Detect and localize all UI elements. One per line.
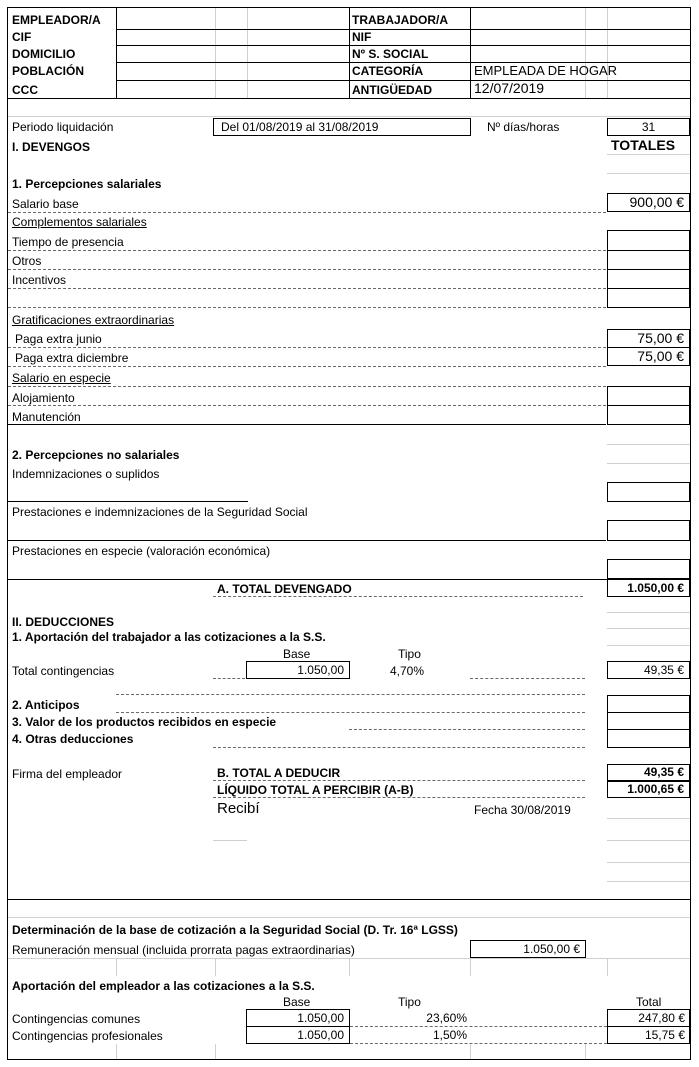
paga-junio-value: 75,00 € <box>607 329 690 348</box>
empleador-base-header: Base <box>283 995 311 1009</box>
comunes-total: 247,80 € <box>638 1011 685 1025</box>
devengos-title: I. DEVENGOS <box>12 140 91 154</box>
antiguedad-value: 12/07/2019 <box>474 80 545 96</box>
indemnizaciones-label: Indemnizaciones o suplidos <box>12 467 160 481</box>
deducciones-title: II. DEDUCCIONES <box>12 615 115 629</box>
prestaciones-ss-label: Prestaciones e indemnizaciones de la Seguridad Social <box>12 505 308 519</box>
header-divider <box>349 8 350 98</box>
contingencias-base: 1.050,00 <box>246 661 350 679</box>
remuneracion-label: Remuneración mensual (incluida prorrata pagas extraordinarias) <box>12 943 355 957</box>
especie-label: Salario en especie <box>12 371 111 385</box>
poblacion-label: POBLACIÓN <box>12 64 84 78</box>
comunes-base: 1.050,00 <box>297 1011 344 1025</box>
paga-diciembre-label: Paga extra diciembre <box>15 351 129 365</box>
nif-label: NIF <box>352 30 372 44</box>
comunes-label: Contingencias comunes <box>12 1012 141 1026</box>
nss-label: Nº S. SOCIAL <box>352 47 429 61</box>
deducciones-box <box>607 695 690 748</box>
recibi-label: Recibí <box>217 800 260 817</box>
paga-diciembre-value: 75,00 € <box>607 347 690 366</box>
ccc-label: CCC <box>12 83 38 97</box>
indemnizaciones-box <box>607 482 690 502</box>
paga-junio-label: Paga extra junio <box>15 332 102 346</box>
complementos-label: Complementos salariales <box>12 215 147 229</box>
alojamiento-label: Alojamiento <box>12 391 75 405</box>
prestaciones-ss-box <box>607 520 690 541</box>
empleador-total-header: Total <box>636 995 662 1009</box>
remuneracion-value: 1.050,00 € <box>470 940 586 958</box>
header-divider <box>116 8 117 98</box>
liquido-label: LÍQUIDO TOTAL A PERCIBIR (A-B) <box>217 783 414 797</box>
header-divider <box>470 8 471 98</box>
base-cotizacion-title: Determinación de la base de cotización a la Seguridad Social (D. Tr. 16ª LGSS) <box>12 923 458 937</box>
profesionales-base: 1.050,00 <box>297 1028 344 1042</box>
profesionales-tipo: 1,50% <box>432 1028 467 1042</box>
dias-label: Nº días/horas <box>487 120 560 134</box>
otros-label: Otros <box>12 254 42 268</box>
contingencias-label: Total contingencias <box>12 664 115 678</box>
tipo-header: Tipo <box>398 647 421 661</box>
totales-label: TOTALES <box>611 137 676 153</box>
otras-label: 4. Otras deducciones <box>12 732 134 746</box>
empleador-tipo-header: Tipo <box>398 995 421 1009</box>
gratificaciones-label: Gratificaciones extraordinarias <box>12 313 175 327</box>
aportacion-title: 1. Aportación del trabajador a las cotizaciones a la S.S. <box>12 630 326 644</box>
no-salariales-title: 2. Percepciones no salariales <box>12 448 180 462</box>
contingencias-tipo: 4,70% <box>390 664 425 678</box>
trabajador-label: TRABAJADOR/A <box>352 13 448 27</box>
base-header: Base <box>283 647 311 661</box>
prestaciones-especie-label: Prestaciones en especie (valoración económica) <box>12 544 271 558</box>
total-deducir-label: B. TOTAL A DEDUCIR <box>217 766 341 780</box>
empleador-label: EMPLEADOR/A <box>12 13 101 27</box>
manutencion-label: Manutención <box>12 410 81 424</box>
total-deducir-value: 49,35 € <box>607 764 690 781</box>
total-devengado-label: A. TOTAL DEVENGADO <box>217 582 352 596</box>
cif-label: CIF <box>12 30 32 44</box>
periodo-value: Del 01/08/2019 al 31/08/2019 <box>221 120 379 134</box>
firma-label: Firma del empleador <box>12 767 123 781</box>
liquido-value: 1.000,65 € <box>607 781 690 798</box>
salario-base-label: Salario base <box>12 197 79 211</box>
anticipos-label: 2. Anticipos <box>12 698 80 712</box>
profesionales-total: 15,75 € <box>644 1028 685 1042</box>
categoria-value: EMPLEADA DE HOGAR <box>474 63 618 78</box>
tiempo-presencia-label: Tiempo de presencia <box>12 235 124 249</box>
antiguedad-label: ANTIGÜEDAD <box>352 83 432 97</box>
especie-deduccion-label: 3. Valor de los productos recibidos en especie <box>12 715 277 729</box>
categoria-label: CATEGORÍA <box>352 64 424 78</box>
fecha-label: Fecha 30/08/2019 <box>474 803 571 817</box>
salariales-title: 1. Percepciones salariales <box>12 177 162 191</box>
total-devengado-value: 1.050,00 € <box>607 579 690 597</box>
incentivos-label: Incentivos <box>12 273 67 287</box>
dias-value: 31 <box>607 118 690 136</box>
salario-base-value: 900,00 € <box>607 193 690 212</box>
comunes-tipo: 23,60% <box>426 1011 467 1025</box>
domicilio-label: DOMICILIO <box>12 47 76 61</box>
contingencias-value: 49,35 € <box>607 661 690 679</box>
prestaciones-especie-box <box>607 559 690 579</box>
profesionales-label: Contingencias profesionales <box>12 1029 163 1043</box>
aportacion-empleador-title: Aportación del empleador a las cotizaciones a la S.S. <box>12 979 315 993</box>
periodo-label: Periodo liquidación <box>12 120 114 134</box>
payslip-frame <box>7 7 691 1060</box>
